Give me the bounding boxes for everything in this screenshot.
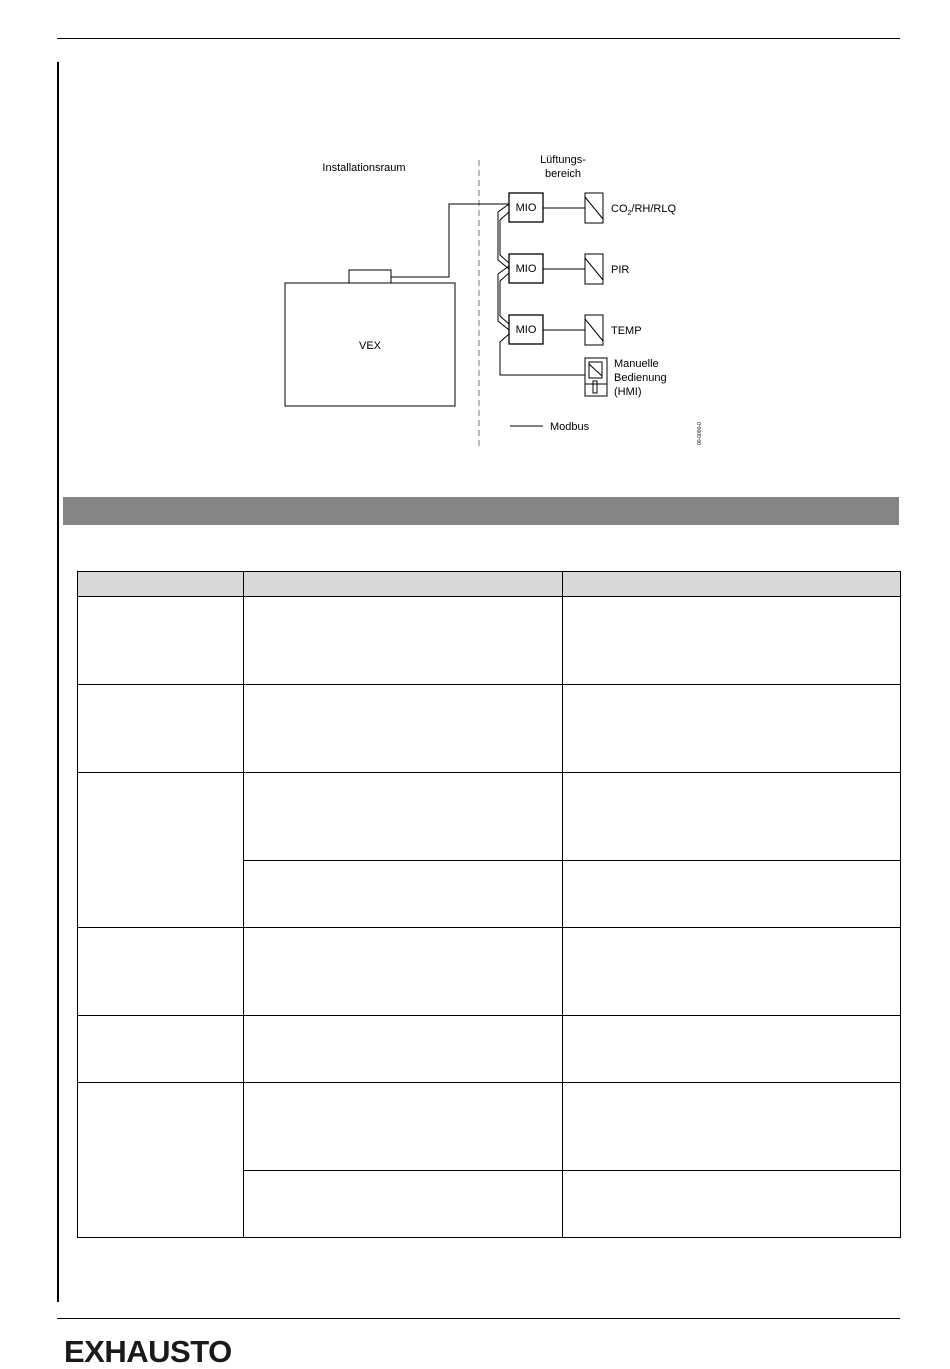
table-cell — [244, 685, 563, 773]
table-header-row — [78, 572, 901, 597]
table-cell — [78, 1083, 244, 1238]
zone-label-ventilation-1: Lüftungs- — [540, 154, 586, 166]
sensor-label-temp: TEMP — [611, 325, 642, 337]
table-header-cell — [78, 572, 244, 597]
zone-label-ventilation-2: bereich — [544, 168, 582, 180]
vex-label: VEX — [358, 340, 382, 352]
legend-label: Modbus — [550, 421, 590, 433]
table-cell — [78, 773, 244, 928]
footer-rule — [57, 1318, 900, 1319]
table-cell — [563, 1016, 901, 1083]
table-cell — [78, 597, 244, 685]
exhausto-logo: EXHAUSTO — [64, 1334, 232, 1369]
table-row — [78, 1083, 901, 1171]
hmi-label-1: Manuelle — [614, 358, 659, 370]
table-row — [78, 597, 901, 685]
table-cell — [563, 1171, 901, 1238]
table-header-cell — [244, 572, 563, 597]
table-cell — [78, 1016, 244, 1083]
sensor-label-pir: PIR — [611, 264, 630, 276]
table-cell — [244, 928, 563, 1016]
table-cell — [563, 597, 901, 685]
table-cell — [563, 861, 901, 928]
table-cell — [78, 928, 244, 1016]
table-cell — [563, 928, 901, 1016]
spec-table — [77, 571, 901, 1238]
bus-cable-main — [391, 204, 509, 277]
wiring-diagram — [0, 0, 950, 470]
table-cell — [244, 597, 563, 685]
table-cell — [563, 773, 901, 861]
hmi-panel-icon — [585, 358, 607, 396]
bus-chain-2 — [500, 273, 509, 324]
table-cell — [244, 1171, 563, 1238]
figure-code: 00-0000-0 — [697, 422, 703, 445]
table-cell — [563, 1083, 901, 1171]
table-cell — [244, 861, 563, 928]
bus-chain-1 — [500, 212, 509, 263]
zone-label-installation: Installationsraum — [322, 162, 406, 174]
table-row — [78, 685, 901, 773]
table-cell — [563, 685, 901, 773]
mio-label: MIO — [515, 202, 537, 214]
table-row — [78, 1016, 901, 1083]
table-row — [78, 928, 901, 1016]
table-cell — [244, 1016, 563, 1083]
sensor-label-co2: $CO_2/RH$/RLQ — [611, 203, 677, 217]
section-heading-bar — [63, 497, 899, 525]
table-row — [78, 773, 901, 861]
vex-connector — [349, 270, 391, 283]
table-cell — [244, 773, 563, 861]
hmi-label-3: (HMI) — [614, 386, 642, 398]
mio-label: MIO — [515, 324, 537, 336]
table-cell — [244, 1083, 563, 1171]
table-cell — [78, 685, 244, 773]
hmi-label-2: Bedienung — [614, 372, 667, 384]
mio-label: MIO — [515, 263, 537, 275]
table-header-cell — [563, 572, 901, 597]
